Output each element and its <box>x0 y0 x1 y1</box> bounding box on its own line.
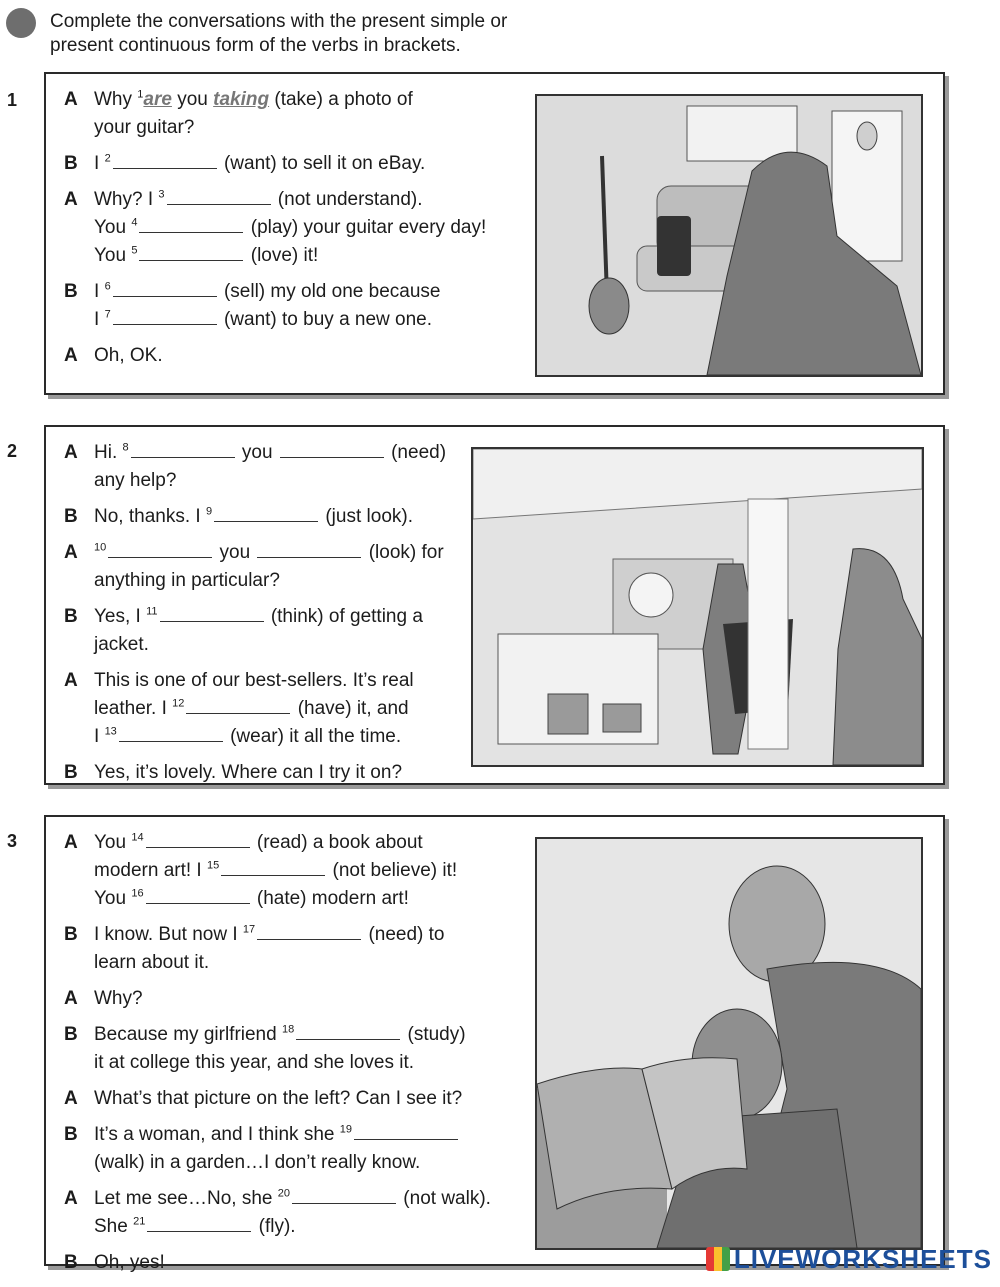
answer-blank[interactable] <box>147 1217 251 1232</box>
turn <box>64 1249 534 1277</box>
speaker-label: B <box>64 1252 78 1273</box>
line-text: You <box>94 888 132 909</box>
dialogue-line <box>94 242 534 270</box>
example-answer: are <box>143 89 172 110</box>
gap-number: 15 <box>207 859 220 872</box>
gap-number: 20 <box>277 1187 291 1200</box>
speaker-label: A <box>64 442 78 463</box>
speaker-label: A <box>64 189 78 210</box>
turn <box>64 603 484 659</box>
dialogue-line <box>94 186 534 214</box>
gap-number: 21 <box>133 1215 146 1228</box>
clothes-shop-illustration <box>471 447 924 767</box>
answer-blank[interactable] <box>257 925 361 940</box>
dialogue-line <box>94 214 534 242</box>
speaker-label: B <box>64 506 78 527</box>
line-text: (fly). <box>253 1216 296 1237</box>
dialogue-line <box>94 114 534 142</box>
line-text: You <box>94 245 132 266</box>
gap-number: 7 <box>104 308 111 321</box>
turn <box>64 439 484 495</box>
answer-blank[interactable] <box>139 246 243 261</box>
gap-number: 3 <box>158 188 165 201</box>
modern-art-book-illustration <box>535 837 923 1250</box>
line-text: You <box>94 217 132 238</box>
speaker-label: A <box>64 1088 78 1109</box>
answer-blank[interactable] <box>113 310 217 325</box>
speaker-label: B <box>64 1124 78 1145</box>
line-text: learn about it. <box>94 952 210 973</box>
speaker-label: A <box>64 542 78 563</box>
dialogue-line <box>94 1149 534 1177</box>
answer-blank[interactable] <box>119 727 223 742</box>
dialogue-line <box>94 86 534 114</box>
instruction-bullet-icon <box>6 8 36 38</box>
line-text: (take) a photo of <box>269 89 413 110</box>
instruction <box>50 10 610 58</box>
speaker-label: B <box>64 924 78 945</box>
exercise-panel-1 <box>44 72 945 395</box>
answer-blank[interactable] <box>146 833 250 848</box>
line-text: Why <box>94 89 138 110</box>
turn <box>64 539 484 595</box>
line-text: you <box>171 89 214 110</box>
turn <box>64 1121 534 1177</box>
line-text: Why? I <box>94 189 159 210</box>
dialogue-line <box>94 695 484 723</box>
turn <box>64 829 534 913</box>
line-text: Yes, I <box>94 606 147 627</box>
answer-blank[interactable] <box>113 282 217 297</box>
dialogue-line <box>94 1049 534 1077</box>
line-text: (want) to buy a new one. <box>218 309 433 330</box>
dialogue-line <box>94 1249 534 1277</box>
conversation-3 <box>64 829 534 1285</box>
speaker-label: A <box>64 670 78 691</box>
line-text: Let me see…No, she <box>94 1188 278 1209</box>
gap-number: 19 <box>339 1123 352 1136</box>
turn <box>64 278 534 334</box>
speaker-label: A <box>64 345 78 366</box>
turn <box>64 86 534 142</box>
answer-blank[interactable] <box>354 1125 458 1140</box>
dialogue-line <box>94 306 534 334</box>
turn <box>64 342 534 370</box>
exercise-number-3: 3 <box>7 831 18 851</box>
line-text: (have) it, and <box>292 698 409 719</box>
line-text: Hi. <box>94 442 123 463</box>
answer-blank[interactable] <box>221 861 325 876</box>
line-text: (not believe) it! <box>327 860 458 881</box>
dialogue-line <box>94 567 484 595</box>
line-text: I <box>94 153 105 174</box>
line-text: (read) a book about <box>251 832 423 853</box>
gap-number: 11 <box>146 605 158 618</box>
logo-text: LIVEWORKSHEETS <box>733 1244 992 1274</box>
line-text: (look) for <box>363 542 444 563</box>
line-text: it at college this year, and she loves it. <box>94 1052 415 1073</box>
example-answer: taking <box>213 89 270 110</box>
gap-number: 8 <box>122 441 129 454</box>
exercise-number-1: 1 <box>7 90 18 110</box>
line-text: you <box>214 542 256 563</box>
line-text: Because my girlfriend <box>94 1024 282 1045</box>
line-text: Why? <box>94 988 143 1009</box>
conversation-2 <box>64 439 484 795</box>
answer-blank[interactable] <box>296 1025 400 1040</box>
turn <box>64 186 534 270</box>
gap-number: 5 <box>131 244 138 257</box>
line-text: I <box>94 726 105 747</box>
speaker-label: B <box>64 762 78 783</box>
gap-number: 2 <box>104 152 111 165</box>
turn <box>64 150 534 178</box>
dialogue-line <box>94 150 534 178</box>
line-text: (love) it! <box>245 245 319 266</box>
gap-number: 17 <box>242 923 256 936</box>
line-text: your guitar? <box>94 117 195 138</box>
answer-blank[interactable] <box>214 507 318 522</box>
instruction-line-2: present continuous form of the verbs in brackets. <box>50 35 461 56</box>
gap-number: 1 <box>137 88 144 101</box>
turn <box>64 503 484 531</box>
dialogue-line <box>94 278 534 306</box>
turn <box>64 1185 534 1241</box>
turn <box>64 921 534 977</box>
line-text: (sell) my old one because <box>218 281 441 302</box>
line-text: anything in particular? <box>94 570 280 591</box>
speaker-label: B <box>64 281 78 302</box>
turn <box>64 1085 534 1113</box>
dialogue-line <box>94 342 534 370</box>
line-text: Oh, OK. <box>94 345 163 366</box>
speaker-label: B <box>64 1024 78 1045</box>
line-text: I <box>94 309 105 330</box>
answer-blank[interactable] <box>131 443 235 458</box>
gap-number: 10 <box>94 541 107 554</box>
line-text: (play) your guitar every day! <box>245 217 487 238</box>
answer-blank[interactable] <box>257 543 361 558</box>
line-text: Yes, it’s lovely. Where can I try it on? <box>94 762 403 783</box>
line-text: (not understand). <box>272 189 423 210</box>
exercise-panel-3 <box>44 815 945 1273</box>
answer-blank[interactable] <box>186 699 290 714</box>
line-text: modern art! I <box>94 860 207 881</box>
speaker-label: B <box>64 153 78 174</box>
answer-blank[interactable] <box>292 1189 396 1204</box>
line-text: It’s a woman, and I think she <box>94 1124 340 1145</box>
answer-blank[interactable] <box>167 190 271 205</box>
dialogue-line <box>94 759 484 787</box>
answer-blank[interactable] <box>139 218 243 233</box>
line-text: you <box>236 442 278 463</box>
dialogue-line <box>94 539 484 567</box>
dialogue-line <box>94 439 484 467</box>
speaker-label: B <box>64 606 78 627</box>
line-text: any help? <box>94 470 177 491</box>
gap-number: 12 <box>172 697 185 710</box>
line-text: I <box>94 281 105 302</box>
answer-blank[interactable] <box>280 443 384 458</box>
line-text: (just look). <box>320 506 413 527</box>
instruction-line-1: Complete the conversations with the present simple or <box>50 11 508 32</box>
line-text: (hate) modern art! <box>251 888 409 909</box>
gap-number: 4 <box>131 216 138 229</box>
dialogue-line <box>94 723 484 751</box>
dialogue-line <box>94 1121 534 1149</box>
answer-blank[interactable] <box>160 607 264 622</box>
guitar-photo-illustration <box>535 94 923 377</box>
gap-number: 16 <box>131 887 144 900</box>
line-text: This is one of our best-sellers. It’s real <box>94 670 414 691</box>
liveworksheets-logo <box>706 1244 992 1275</box>
gap-number: 13 <box>104 725 117 738</box>
dialogue-line <box>94 1085 534 1113</box>
turn <box>64 759 484 787</box>
dialogue-line <box>94 603 484 631</box>
line-text: No, thanks. I <box>94 506 206 527</box>
dialogue-line <box>94 503 484 531</box>
dialogue-line <box>94 885 534 913</box>
answer-blank[interactable] <box>108 543 212 558</box>
line-text: Oh, yes! <box>94 1252 165 1273</box>
dialogue-line <box>94 1021 534 1049</box>
conversation-1 <box>64 86 534 378</box>
line-text: (study) <box>402 1024 466 1045</box>
dialogue-line <box>94 667 484 695</box>
turn <box>64 1021 534 1077</box>
dialogue-line <box>94 829 534 857</box>
line-text: jacket. <box>94 634 149 655</box>
dialogue-line <box>94 1185 534 1213</box>
line-text: (not walk). <box>398 1188 491 1209</box>
line-text: (walk) in a garden…I don’t really know. <box>94 1152 421 1173</box>
dialogue-line <box>94 949 534 977</box>
exercise-panel-2 <box>44 425 945 785</box>
answer-blank[interactable] <box>146 889 250 904</box>
gap-number: 6 <box>104 280 111 293</box>
dialogue-line <box>94 631 484 659</box>
line-text: (want) to sell it on eBay. <box>218 153 426 174</box>
gap-number: 14 <box>131 831 144 844</box>
dialogue-line <box>94 921 534 949</box>
line-text: I know. But now I <box>94 924 243 945</box>
dialogue-line <box>94 857 534 885</box>
line-text: She <box>94 1216 134 1237</box>
line-text: (need) to <box>363 924 445 945</box>
turn <box>64 667 484 751</box>
speaker-label: A <box>64 1188 78 1209</box>
dialogue-line <box>94 1213 534 1241</box>
line-text: leather. I <box>94 698 173 719</box>
dialogue-line <box>94 985 534 1013</box>
speaker-label: A <box>64 89 78 110</box>
gap-number: 9 <box>205 505 213 518</box>
dialogue-line <box>94 467 484 495</box>
logo-mark-icon <box>706 1247 730 1271</box>
line-text: (think) of getting a <box>265 606 423 627</box>
exercise-number-2: 2 <box>7 441 18 461</box>
gap-number: 18 <box>281 1023 295 1036</box>
line-text: You <box>94 832 132 853</box>
speaker-label: A <box>64 988 78 1009</box>
line-text: (need) <box>385 442 447 463</box>
turn <box>64 985 534 1013</box>
answer-blank[interactable] <box>113 154 217 169</box>
line-text: (wear) it all the time. <box>224 726 402 747</box>
line-text: What’s that picture on the left? Can I see it? <box>94 1088 463 1109</box>
speaker-label: A <box>64 832 78 853</box>
